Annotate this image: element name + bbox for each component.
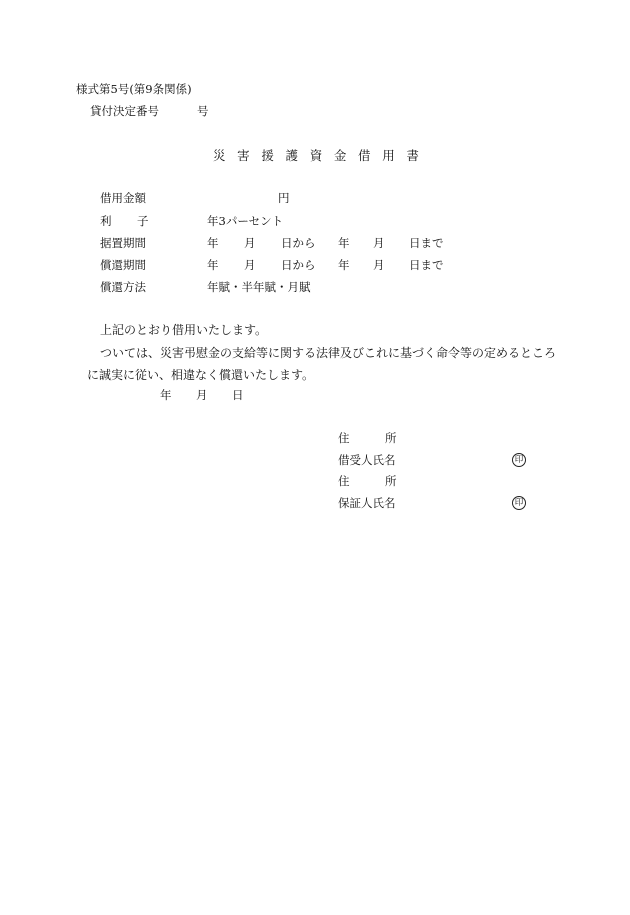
repay-month: 月 [244,258,256,272]
loan-decision-suffix: 号 [197,104,209,118]
loan-decision-label: 貸付決定番号 [90,104,159,118]
repay-method-value: 年賦・半年賦・月賦 [207,280,311,294]
guarantor-seal-icon: 印 [512,496,526,510]
grace-from-day: 日から [281,236,316,250]
grace-year-2: 年 [338,236,350,250]
repay-to-day: 日まで [409,258,444,272]
borrower-name-label: 借受人氏名 [338,453,396,467]
title-char: 用 [382,148,395,163]
title-char: 金 [333,148,347,163]
amount-label: 借用金額 [100,191,146,205]
repay-year-2: 年 [338,258,350,272]
grace-month-2: 月 [373,236,385,250]
grace-to-day: 日まで [409,236,444,250]
guarantor-name-label: 保証人氏名 [338,496,396,510]
date-year: 年 [160,388,172,402]
statement-line-2: ついては、災害弔慰金の支給等に関する法律及びこれに基づく命令等の定めるところ [100,346,557,360]
statement-line-3: に誠実に従い、相違なく償還いたします。 [87,368,315,382]
title-char: 災 [213,148,226,163]
title-char: 害 [237,148,250,163]
amount-unit: 円 [278,191,290,205]
grace-year: 年 [207,236,219,250]
title-char: 資 [309,148,323,163]
date-day: 日 [232,388,244,402]
statement-line-1: 上記のとおり借用いたします。 [100,323,268,337]
interest-label-2: 子 [137,214,149,228]
borrower-address-label-1: 住 [338,431,350,445]
guarantor-address-label-1: 住 [338,474,350,488]
form-number: 様式第5号(第9条関係) [76,82,192,96]
repay-from-day: 日から [281,258,316,272]
borrower-address-label-2: 所 [385,431,397,445]
grace-period-label: 据置期間 [100,236,146,250]
repay-year: 年 [207,258,219,272]
document-title [213,150,419,163]
interest-label-1: 利 [100,214,112,228]
interest-value: 年3パーセント [207,214,284,228]
title-char: 援 [261,148,274,163]
title-char: 護 [285,148,299,163]
date-month: 月 [196,388,208,402]
repay-period-label: 償還期間 [100,258,146,272]
repay-month-2: 月 [373,258,385,272]
repay-method-label: 償還方法 [100,280,146,294]
guarantor-address-label-2: 所 [385,474,397,488]
borrower-seal-icon: 印 [512,453,526,467]
grace-month: 月 [244,236,256,250]
title-char: 書 [406,148,419,163]
title-char: 借 [358,148,371,163]
